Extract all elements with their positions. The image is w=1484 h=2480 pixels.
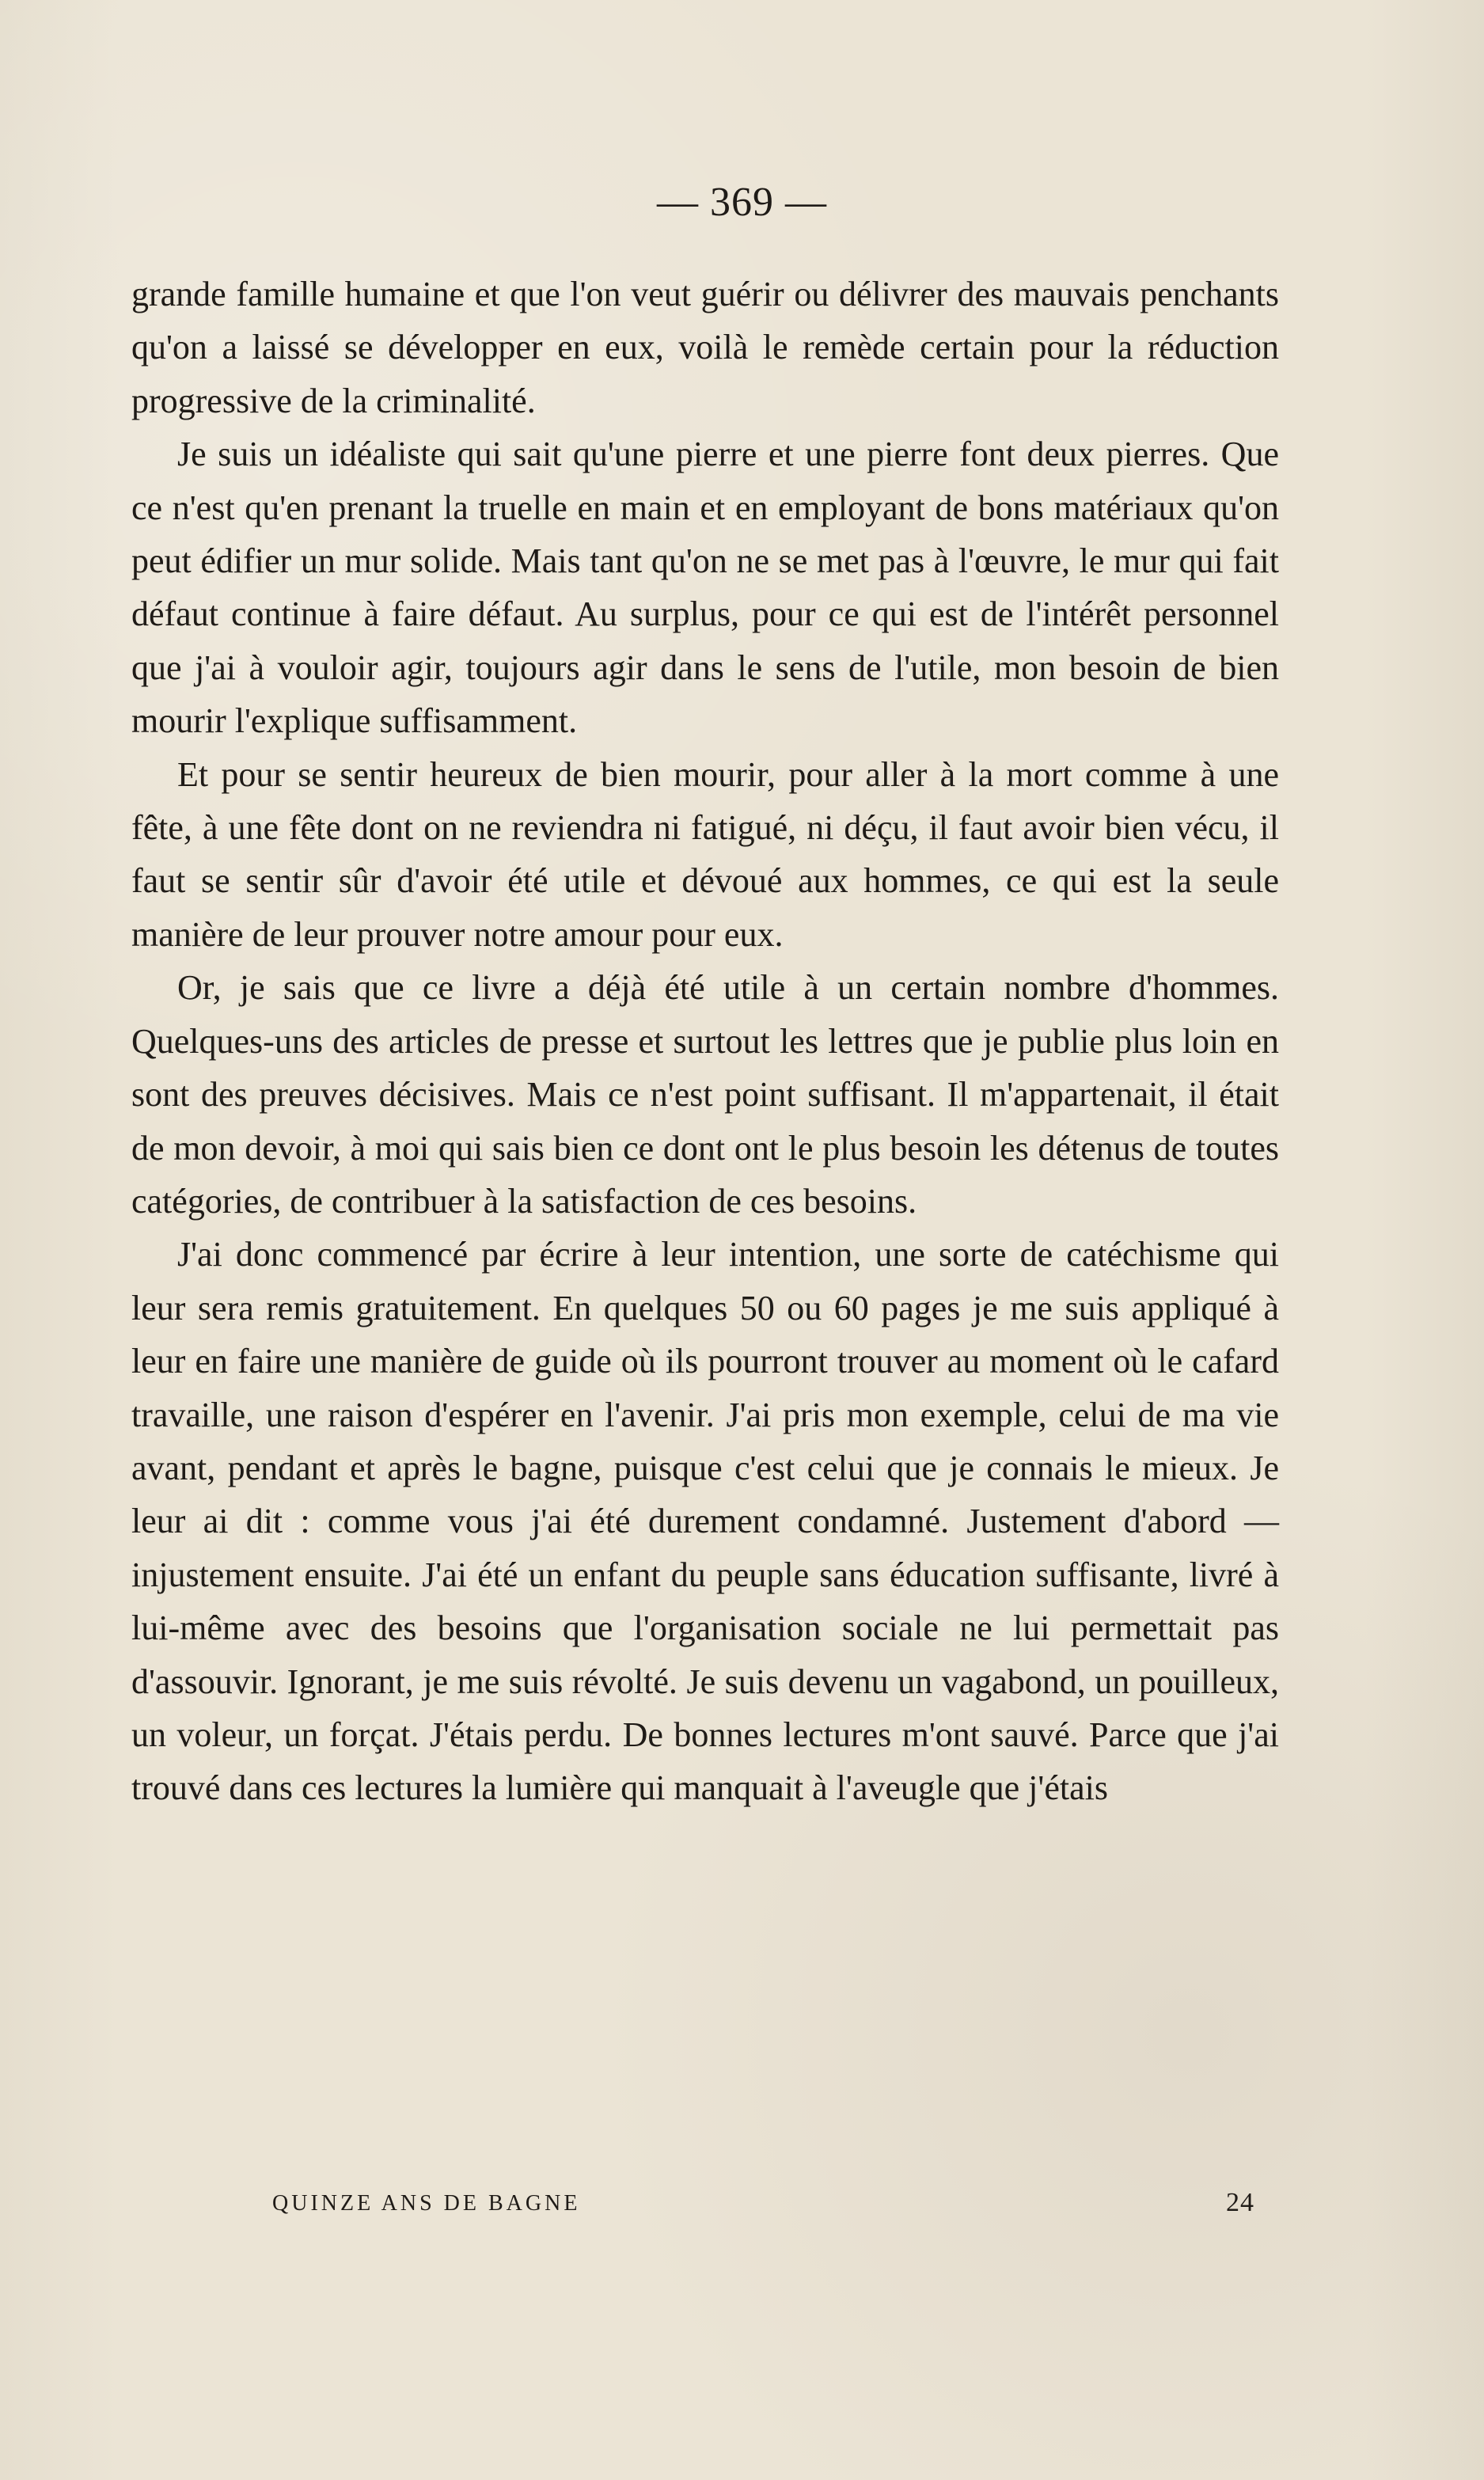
signature-number: 24 xyxy=(1226,2188,1254,2217)
paragraph-5: J'ai donc commencé par écrire à leur intention, une sorte de catéchisme qui leur sera remis gratuitement. En quelques 50 ou 60 pages je me suis appliqué à leur en faire une manière de guide où ils pourront trouver au moment où le cafard travaille, une raison d'espérer en l'avenir. J'ai pris mon exemple, celui de ma vie avant, pendant et après le bagne, puisque c'est celui que je connais le mieux. Je leur ai dit : comme vous j'ai été durement condamné. Justement d'abord — injustement ensuite. J'ai été un enfant du peuple sans éducation suffisante, livré à lui-même avec des besoins que l'organisation sociale ne lui permettait pas d'assouvir. Ignorant, je me suis révolté. Je suis devenu un vagabond, un pouilleux, un voleur, un forçat. J'étais perdu. De bonnes lectures m'ont sauvé. Parce que j'ai trouvé dans ces lectures la lumière qui manquait à l'aveugle que j'étais xyxy=(131,1235,1279,1808)
paragraph-3: Et pour se sentir heureux de bien mourir, pour aller à la mort comme à une fête, à une fête dont on ne reviendra ni fatigué, ni déçu, il faut avoir bien vécu, il faut se sentir sûr d'avoir été utile et dévoué aux hommes, ce qui est la seule manière de leur prouver notre amour pour eux. xyxy=(131,754,1279,954)
page-footer xyxy=(272,2188,1254,2223)
page-body xyxy=(131,268,1279,1815)
paragraph-4: Or, je sais que ce livre a déjà été utile à un certain nombre d'hommes. Quelques-uns des articles de presse et surtout les lettres que je publie plus loin en sont des preuves décisives. Mais ce n'est point suffisant. Il m'appartenait, il était de mon devoir, à moi qui sais bien ce dont ont le plus besoin les détenus de toutes catégories, de contribuer à la satisfaction de ces besoins. xyxy=(131,968,1279,1221)
book-title-footer: QUINZE ANS DE BAGNE xyxy=(272,2191,581,2216)
paragraph-1: grande famille humaine et que l'on veut guérir ou délivrer des mauvais penchants qu'on a laissé se développer en eux, voilà le remède certain pour la réduction progressive de la criminalité. xyxy=(131,275,1279,420)
page-number: — 369 — xyxy=(657,180,827,225)
paragraph-2: Je suis un idéaliste qui sait qu'une pierre et une pierre font deux pierres. Que ce n'est qu'en prenant la truelle en main et en employant de bons matériaux qu'on peut édifier un mur solide. Mais tant qu'on ne se met pas à l'œuvre, le mur qui fait défaut continue à faire défaut. Au surplus, pour ce qui est de l'intérêt personnel que j'ai à vouloir agir, toujours agir dans le sens de l'utile, mon besoin de bien mourir l'explique suffisamment. xyxy=(131,435,1279,741)
